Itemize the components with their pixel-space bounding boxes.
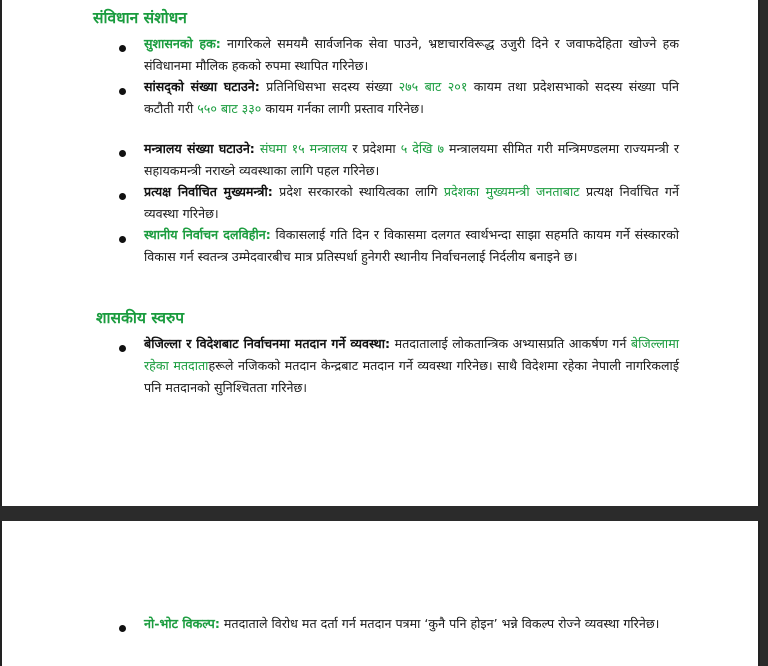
item-text: नागरिकले समयमै सार्वजनिक सेवा पाउने, भ्रष्टाचारविरूद्ध उजुरी दिने र जवाफदेहिता खोज्ने हक संविधानमा मौलिक हकको रुपमा स्थापित गरिनेछ। [144, 36, 680, 73]
item-text: विकासलाई गति दिन र विकासमा दलगत स्वार्थभन्दा साझा सहमति कायम गर्ने संस्कारको विकास गर्न स्वतन्त्र उम्मेदवारबीच मात्र प्रतिस्पर्धा हुनेगरी स्थानीय निर्वाचनलाई निर्दलीय बनाइने छ। [144, 227, 680, 264]
list-item-good-governance [144, 33, 679, 77]
bullet-icon [119, 45, 126, 52]
item-text: कायम गर्नका लागी प्रस्ताव गरिनेछ। [261, 101, 424, 116]
item-text: मतदाताले विरोध मत दर्ता गर्न मतदान पत्रमा ‘कुनै पनि होइन’ भन्ने विकल्प रोज्ने व्यवस्था गरिनेछ। [219, 616, 660, 631]
item-text: र प्रदेशमा [347, 141, 401, 156]
highlighted-text: ५ देखि ७ [400, 141, 445, 156]
item-text: हरूले नजिकको मतदान केन्द्रबाट मतदान गर्ने व्यवस्था गरिनेछ। साथै विदेशमा रहेका नेपाली नागरिकलाई पनि मतदानको सुनिश्चितता गरिनेछ। [144, 358, 680, 395]
item-title: बेजिल्ला र विदेशबाट निर्वाचनमा मतदान गर्ने व्यवस्था: [144, 336, 391, 351]
item-title: नो-भोट विकल्प: [144, 616, 220, 631]
section-heading-governance-form: शासकीय स्वरुप [96, 309, 185, 327]
item-text: कायम तथा प्रदेशसभाको सदस्य संख्या पनि कटौती गरी [144, 79, 680, 116]
bullet-icon [119, 625, 126, 632]
section-heading-constitution-amendment: संविधान संशोधन [93, 9, 187, 27]
bullet-icon [119, 236, 126, 243]
item-title: सुशासनको हक: [144, 36, 221, 51]
highlighted-text: ५५० बाट ३३० [197, 101, 262, 116]
item-title: स्थानीय निर्वाचन दलविहीन: [144, 227, 271, 242]
list-item-nonpartisan-local-election [144, 224, 679, 268]
highlighted-text: २७५ बाट २०१ [398, 79, 468, 94]
item-text: प्रत्यक्ष निर्वाचित गर्ने व्यवस्था गरिनेछ। [144, 184, 679, 221]
item-title: प्रत्यक्ष निर्वाचित मुख्यमन्त्री: [144, 184, 273, 199]
highlighted-text: बेजिल्लामा रहेका मतदाता [144, 336, 679, 373]
item-text: प्रदेश सरकारको स्थायित्वका लागि [272, 184, 444, 199]
item-title: सांसद्को संख्या घटाउने: [144, 79, 260, 94]
item-text: मन्त्रालयमा सीमित गरी मन्त्रिमण्डलमा राज्यमन्त्री र सहायकमन्त्री नराख्ने व्यवस्थाका लागि पहल गरिनेछ। [144, 141, 679, 178]
bullet-icon [119, 88, 126, 95]
item-title: मन्त्रालय संख्या घटाउने: [144, 141, 255, 156]
item-text: मतदातालाई लोकतान्त्रिक अभ्यासप्रति आकर्षण गर्न [390, 336, 631, 351]
item-text: प्रतिनिधिसभा सदस्य संख्या [259, 79, 399, 94]
list-item-reduce-mps [144, 76, 679, 120]
bullet-icon [119, 150, 126, 157]
list-item-direct-chief-minister [144, 181, 679, 225]
highlighted-text: प्रदेशका मुख्यमन्त्री जनताबाट [443, 184, 580, 199]
bullet-icon [119, 345, 126, 352]
highlighted-text: संघमा १५ मन्त्रालय [254, 141, 348, 156]
list-item-reduce-ministries [144, 138, 679, 182]
list-item-no-vote-option [144, 613, 679, 635]
list-item-out-of-district-voting [144, 333, 679, 399]
bullet-icon [119, 193, 126, 200]
document-page-2 [0, 521, 760, 666]
